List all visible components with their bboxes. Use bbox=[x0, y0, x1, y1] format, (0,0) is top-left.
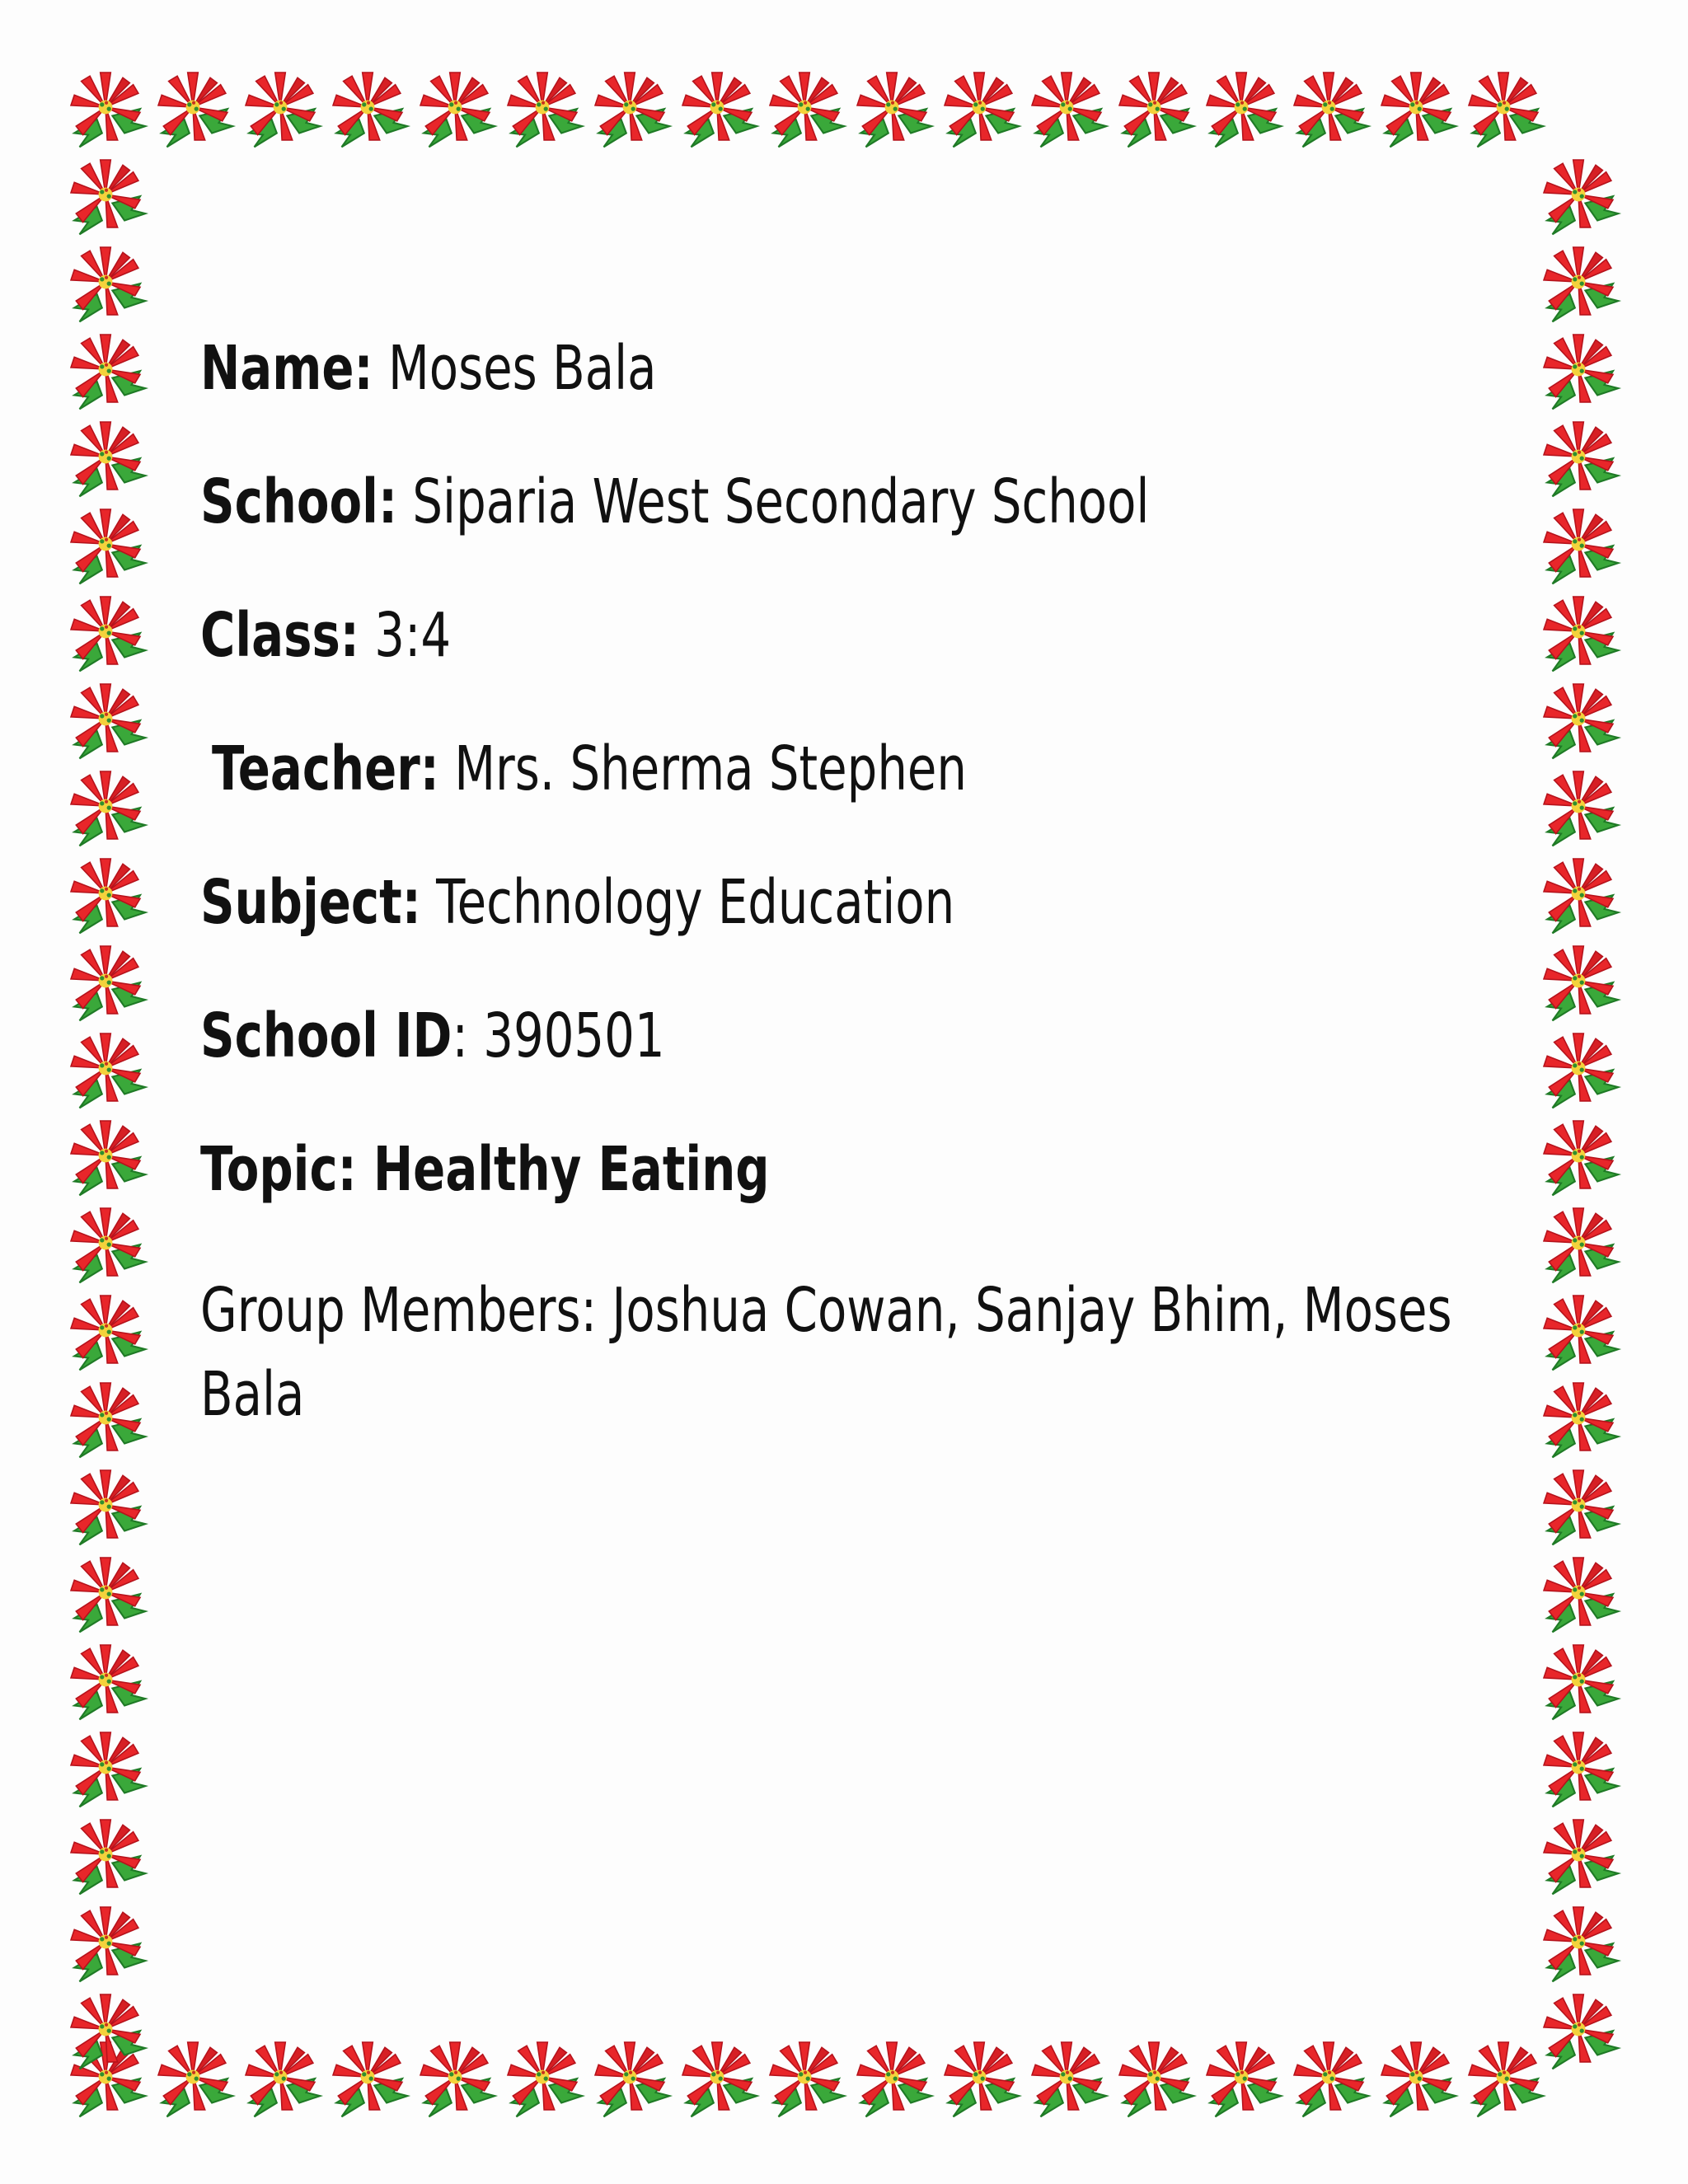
teacher-row bbox=[200, 734, 1210, 868]
poinsettia-icon bbox=[1544, 771, 1618, 846]
poinsettia-icon bbox=[71, 1645, 145, 1719]
teacher-label: Teacher: bbox=[212, 733, 439, 804]
poinsettia-icon bbox=[1207, 2042, 1281, 2116]
topic-value: Healthy Eating bbox=[356, 1134, 770, 1205]
poinsettia-icon bbox=[1032, 73, 1106, 147]
poinsettia-icon bbox=[770, 73, 844, 147]
poinsettia-icon bbox=[682, 73, 757, 147]
poinsettia-icon bbox=[508, 2042, 582, 2116]
name-value: Moses Bala bbox=[373, 333, 657, 404]
poinsettia-icon bbox=[71, 1296, 145, 1370]
poinsettia-icon bbox=[595, 2042, 669, 2116]
poinsettia-icon bbox=[246, 2042, 320, 2116]
poinsettia-icon bbox=[71, 422, 145, 496]
poinsettia-icon bbox=[71, 1820, 145, 1894]
school-id-label: School ID bbox=[200, 1001, 452, 1071]
poinsettia-icon bbox=[1544, 1907, 1618, 1981]
poinsettia-icon bbox=[71, 73, 145, 147]
poinsettia-icon bbox=[71, 1383, 145, 1457]
poinsettia-icon bbox=[158, 2042, 232, 2116]
poinsettia-icon bbox=[333, 2042, 407, 2116]
poinsettia-icon bbox=[71, 1121, 145, 1195]
class-label: Class: bbox=[200, 600, 359, 671]
poinsettia-icon bbox=[333, 73, 407, 147]
poinsettia-icon bbox=[71, 1732, 145, 1807]
class-value: 3:4 bbox=[359, 600, 452, 671]
poinsettia-icon bbox=[1544, 1645, 1618, 1719]
poinsettia-icon bbox=[1544, 1033, 1618, 1108]
poinsettia-icon bbox=[1544, 597, 1618, 671]
poinsettia-icon bbox=[1544, 509, 1618, 583]
poinsettia-icon bbox=[1544, 247, 1618, 321]
poinsettia-icon bbox=[1544, 859, 1618, 933]
poinsettia-icon bbox=[1544, 946, 1618, 1020]
poinsettia-icon bbox=[1544, 1383, 1618, 1457]
school-id-value: : 390501 bbox=[452, 1001, 665, 1071]
poinsettia-icon bbox=[158, 73, 232, 147]
poinsettia-icon bbox=[71, 160, 145, 234]
poinsettia-icon bbox=[770, 2042, 844, 2116]
poinsettia-icon bbox=[71, 1033, 145, 1108]
poinsettia-icon bbox=[71, 771, 145, 846]
poinsettia-icon bbox=[682, 2042, 757, 2116]
poinsettia-icon bbox=[420, 73, 495, 147]
poinsettia-icon bbox=[1119, 73, 1193, 147]
subject-label: Subject: bbox=[200, 867, 421, 938]
subject-row bbox=[200, 868, 1210, 1001]
school-id-row bbox=[200, 1001, 1210, 1135]
poinsettia-icon bbox=[1381, 2042, 1456, 2116]
poinsettia-icon bbox=[1544, 1994, 1618, 2069]
class-row bbox=[200, 601, 1210, 734]
poinsettia-icon bbox=[595, 73, 669, 147]
poinsettia-icon bbox=[1544, 160, 1618, 234]
group-members: Group Members: Joshua Cowan, Sanjay Bhim, Moses Bala bbox=[200, 1275, 1452, 1431]
school-row bbox=[200, 467, 1210, 601]
poinsettia-icon bbox=[71, 597, 145, 671]
poinsettia-icon bbox=[1294, 2042, 1368, 2116]
poinsettia-icon bbox=[1544, 684, 1618, 758]
poinsettia-icon bbox=[71, 1208, 145, 1282]
poinsettia-icon bbox=[71, 247, 145, 321]
poinsettia-icon bbox=[420, 2042, 495, 2116]
poinsettia-icon bbox=[1381, 73, 1456, 147]
poinsettia-icon bbox=[71, 335, 145, 409]
poinsettia-icon bbox=[71, 1470, 145, 1544]
subject-value: Technology Education bbox=[420, 867, 955, 938]
school-label: School: bbox=[200, 466, 398, 537]
poinsettia-icon bbox=[1544, 1820, 1618, 1894]
poinsettia-icon bbox=[71, 946, 145, 1020]
school-value: Siparia West Secondary School bbox=[397, 466, 1150, 537]
poinsettia-icon bbox=[1544, 422, 1618, 496]
poinsettia-icon bbox=[1544, 1121, 1618, 1195]
poinsettia-icon bbox=[857, 2042, 931, 2116]
poinsettia-icon bbox=[71, 684, 145, 758]
poinsettia-icon bbox=[71, 859, 145, 933]
topic-row bbox=[200, 1135, 1210, 1268]
cover-details bbox=[200, 334, 1494, 1436]
poinsettia-icon bbox=[508, 73, 582, 147]
poinsettia-icon bbox=[71, 1907, 145, 1981]
poinsettia-icon bbox=[1207, 73, 1281, 147]
poinsettia-icon bbox=[71, 1558, 145, 1632]
poinsettia-icon bbox=[1544, 1470, 1618, 1544]
poinsettia-icon bbox=[1544, 1208, 1618, 1282]
name-label: Name: bbox=[200, 333, 373, 404]
poinsettia-icon bbox=[1544, 1296, 1618, 1370]
poinsettia-icon bbox=[1544, 1558, 1618, 1632]
topic-label: Topic: bbox=[200, 1134, 357, 1205]
poinsettia-icon bbox=[945, 2042, 1019, 2116]
poinsettia-icon bbox=[1469, 73, 1543, 147]
poinsettia-icon bbox=[1544, 335, 1618, 409]
teacher-value: Mrs. Sherma Stephen bbox=[438, 733, 967, 804]
poinsettia-icon bbox=[1032, 2042, 1106, 2116]
name-row bbox=[200, 334, 1210, 467]
poinsettia-icon bbox=[857, 73, 931, 147]
poinsettia-icon bbox=[1119, 2042, 1193, 2116]
poinsettia-icon bbox=[71, 509, 145, 583]
poinsettia-icon bbox=[1544, 1732, 1618, 1807]
poinsettia-icon bbox=[945, 73, 1019, 147]
poinsettia-icon bbox=[1469, 2042, 1543, 2116]
poinsettia-icon bbox=[246, 73, 320, 147]
poinsettia-icon bbox=[1294, 73, 1368, 147]
